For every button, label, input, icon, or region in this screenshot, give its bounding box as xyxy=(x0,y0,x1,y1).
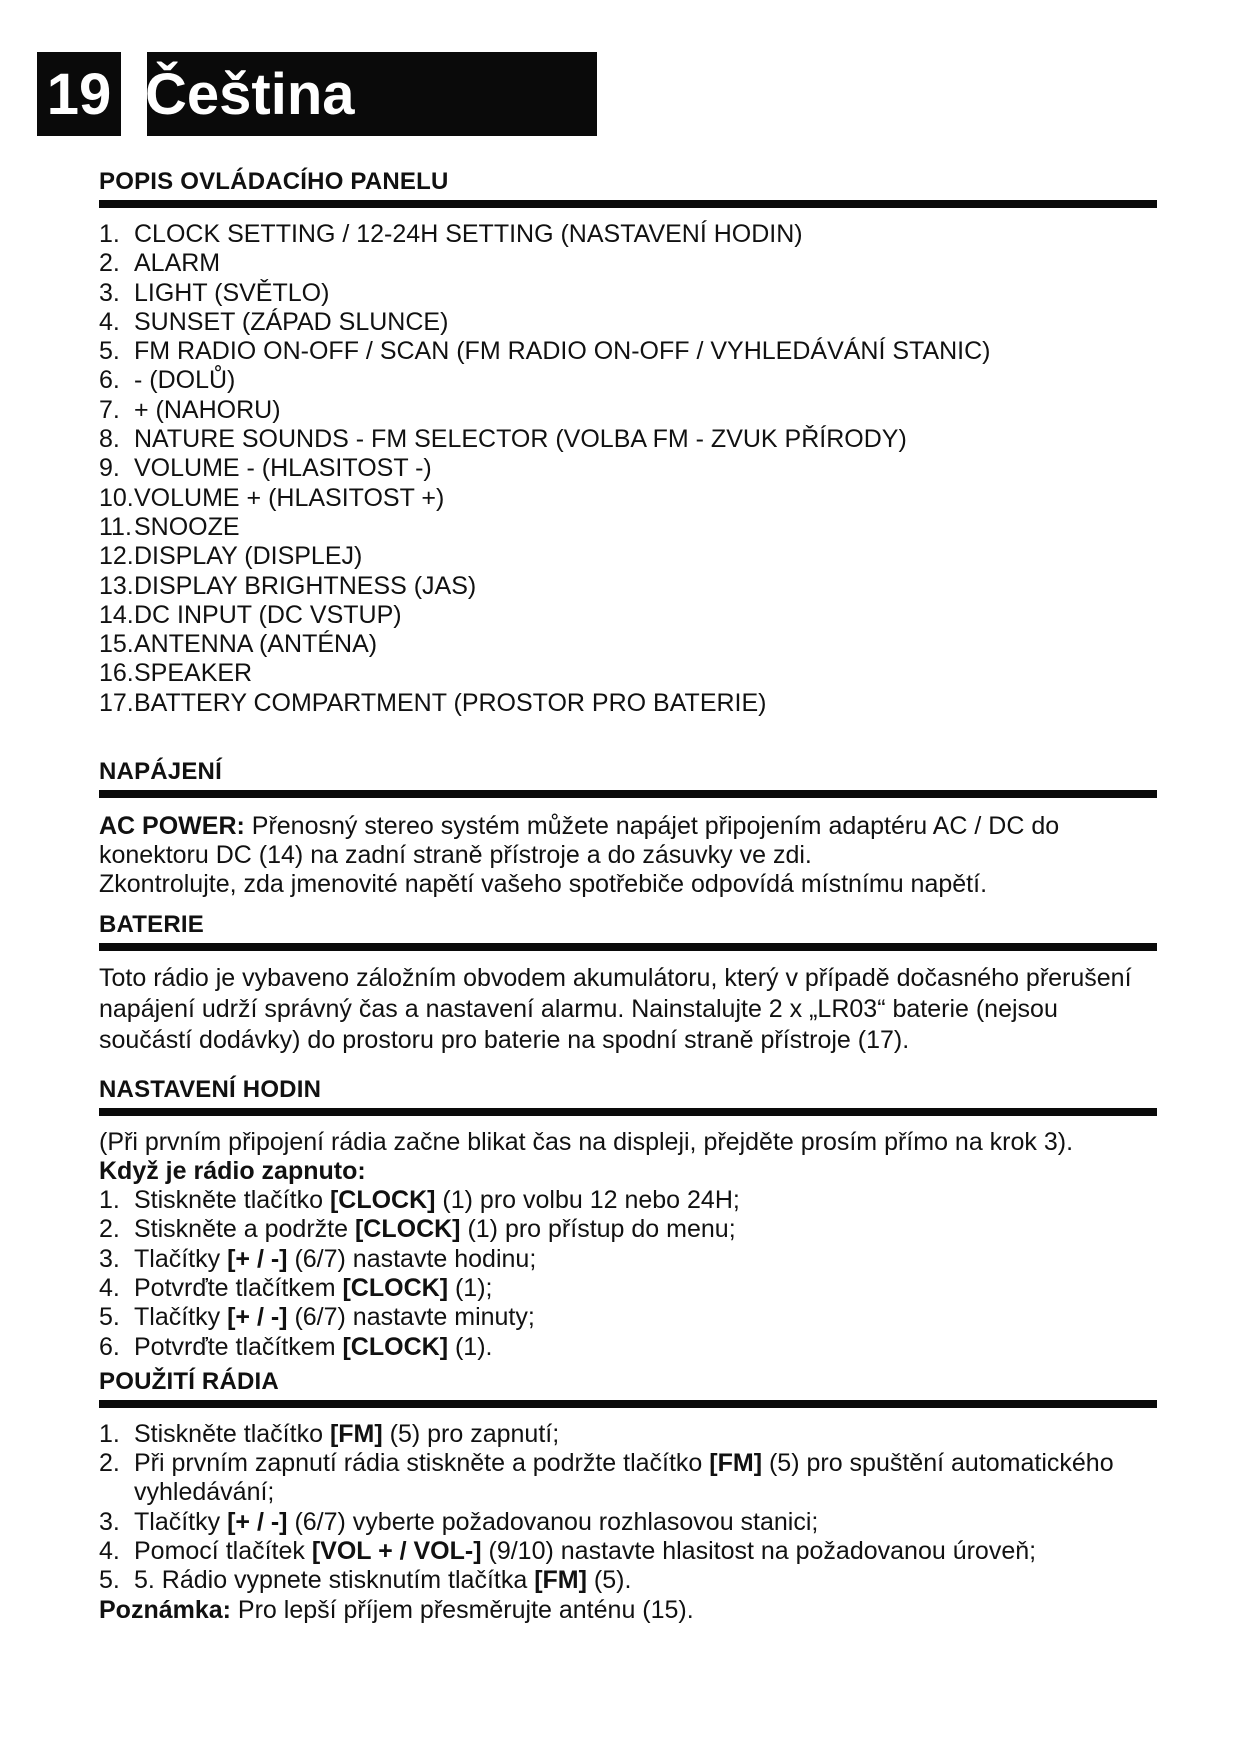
list-item-text: ALARM xyxy=(134,249,221,278)
list-item xyxy=(99,630,1157,659)
step-text xyxy=(134,1245,1157,1274)
section-batteries xyxy=(99,911,1157,1056)
clock-condition-text: Když je rádio zapnuto: xyxy=(99,1157,366,1186)
radio-note xyxy=(99,1596,1157,1625)
list-item-text: VOLUME + (HLASITOST +) xyxy=(134,483,445,512)
step-number: 5. xyxy=(99,1566,120,1595)
list-item xyxy=(99,220,1157,249)
page-number: 19 xyxy=(46,61,112,127)
step-item xyxy=(99,1333,1157,1362)
radio-steps-list xyxy=(99,1420,1157,1596)
list-item-text: SPEAKER xyxy=(134,659,253,688)
note-label: Poznámka: xyxy=(99,1595,231,1624)
step-text xyxy=(134,1449,1157,1508)
list-item xyxy=(99,249,1157,278)
step-item xyxy=(99,1566,1157,1595)
button-reference: [CLOCK] xyxy=(342,1273,449,1302)
step-text-post: (6/7) nastavte hodinu; xyxy=(287,1244,537,1273)
step-text-pre: Potvrďte tlačítkem xyxy=(134,1273,343,1302)
step-number: 2. xyxy=(99,1215,120,1244)
step-text-post: (5) pro spuštění automatického vyhledávání; xyxy=(134,1449,1114,1507)
step-text-pre: Stiskněte tlačítko xyxy=(134,1419,330,1448)
button-reference: [FM] xyxy=(709,1449,763,1478)
button-reference: [CLOCK] xyxy=(354,1215,461,1244)
list-item-text: SUNSET (ZÁPAD SLUNCE) xyxy=(134,307,449,336)
step-number: 3. xyxy=(99,1244,120,1273)
button-reference: [+ / -] xyxy=(227,1507,288,1536)
list-item xyxy=(99,513,1157,542)
step-item xyxy=(99,1215,1157,1244)
battery-paragraph: Toto rádio je vybaveno záložním obvodem akumulátoru, který v případě dočasného přerušení napájení udrží správný čas a nastavení alarmu. Nainstalujte 2 x „LR03“ baterie (nejsou součástí dodávky) do prostoru pro baterie na spodní straně přístroje (17). xyxy=(99,964,1132,1055)
list-item-number: 3. xyxy=(99,278,120,307)
button-reference: [FM] xyxy=(534,1566,587,1595)
list-item xyxy=(99,425,1157,454)
step-text xyxy=(134,1333,1157,1362)
step-text-post: (9/10) nastavte hlasitost na požadovanou úroveň; xyxy=(481,1537,1037,1566)
list-item-number: 14. xyxy=(99,600,134,629)
step-number: 4. xyxy=(99,1537,120,1566)
list-item-text: SNOOZE xyxy=(134,512,240,541)
step-text xyxy=(134,1508,1157,1537)
list-item-number: 7. xyxy=(99,395,120,424)
section-radio-use xyxy=(99,1368,1157,1625)
list-item-text: DC INPUT (DC VSTUP) xyxy=(134,600,402,629)
step-number: 5. xyxy=(99,1303,120,1332)
step-text-pre: Tlačítky xyxy=(134,1244,228,1273)
list-item-text: LIGHT (SVĚTLO) xyxy=(134,278,330,307)
list-item-number: 8. xyxy=(99,425,120,454)
section-power xyxy=(99,758,1157,899)
list-item xyxy=(99,542,1157,571)
step-item xyxy=(99,1420,1157,1449)
list-item xyxy=(99,308,1157,337)
control-panel-list xyxy=(99,220,1157,718)
list-item-number: 2. xyxy=(99,249,120,278)
step-item xyxy=(99,1508,1157,1537)
list-item-number: 13. xyxy=(99,571,134,600)
list-item-number: 10. xyxy=(99,483,134,512)
step-text xyxy=(134,1566,1157,1595)
step-text-pre: Stiskněte tlačítko xyxy=(134,1186,330,1215)
step-text-post: (6/7) nastavte minuty; xyxy=(287,1303,535,1332)
step-number: 1. xyxy=(99,1419,120,1448)
list-item-number: 1. xyxy=(99,220,120,248)
step-text-pre: Tlačítky xyxy=(134,1507,228,1536)
list-item-number: 16. xyxy=(99,659,134,688)
ac-power-text: Přenosný stereo systém můžete napájet připojením adaptéru AC / DC do konektoru DC (14) na zadní straně přístroje a do zásuvky ve zdi. xyxy=(99,812,1060,870)
step-text-post: (1) pro přístup do menu; xyxy=(460,1215,736,1244)
list-item-text: ANTENNA (ANTÉNA) xyxy=(134,630,378,659)
list-item xyxy=(99,396,1157,425)
list-item-number: 11. xyxy=(99,512,132,541)
step-text-pre: Pomocí tlačítek xyxy=(134,1537,312,1566)
section-heading: POPIS OVLÁDACÍHO PANELU xyxy=(99,168,1157,208)
list-item-number: 12. xyxy=(99,542,134,571)
step-text-pre: Stiskněte a podržte xyxy=(134,1215,355,1244)
step-text-pre: Potvrďte tlačítkem xyxy=(134,1332,343,1361)
section-control-panel xyxy=(99,168,1157,718)
step-item xyxy=(99,1303,1157,1332)
list-item xyxy=(99,689,1157,718)
step-item xyxy=(99,1186,1157,1215)
button-reference: [+ / -] xyxy=(227,1244,288,1273)
step-text xyxy=(134,1420,1157,1449)
step-number: 1. xyxy=(99,1186,120,1215)
section-heading: NASTAVENÍ HODIN xyxy=(99,1076,1157,1116)
step-text-pre: Tlačítky xyxy=(134,1303,228,1332)
step-text xyxy=(134,1274,1157,1303)
step-text-post: (5) pro zapnutí; xyxy=(382,1419,560,1448)
step-text-post: (1). xyxy=(448,1332,493,1361)
list-item xyxy=(99,601,1157,630)
clock-steps-list xyxy=(99,1186,1157,1362)
list-item-number: 5. xyxy=(99,337,120,366)
button-reference: [+ / -] xyxy=(227,1303,288,1332)
step-text xyxy=(134,1303,1157,1332)
page-number-badge xyxy=(37,52,121,136)
list-item-text: - (DOLŮ) xyxy=(134,366,236,395)
step-text-pre: Při prvním zapnutí rádia stiskněte a podržte tlačítko xyxy=(134,1449,710,1478)
step-text-post: (5). xyxy=(586,1566,632,1595)
list-item xyxy=(99,572,1157,601)
ac-power-paragraph xyxy=(99,812,1157,870)
button-reference: [VOL + / VOL-] xyxy=(311,1537,482,1566)
list-item-number: 4. xyxy=(99,307,120,336)
button-reference: [CLOCK] xyxy=(329,1186,436,1215)
button-reference: [CLOCK] xyxy=(342,1332,449,1361)
page-title: Čeština xyxy=(145,61,355,127)
section-heading: BATERIE xyxy=(99,911,1157,951)
step-number: 2. xyxy=(99,1449,120,1478)
list-item xyxy=(99,279,1157,308)
step-text-pre: 5. Rádio vypnete stisknutím tlačítka xyxy=(134,1566,535,1595)
step-number: 3. xyxy=(99,1507,120,1536)
list-item xyxy=(99,484,1157,513)
list-item-number: 9. xyxy=(99,454,120,483)
list-item-number: 6. xyxy=(99,366,120,395)
step-text xyxy=(134,1537,1157,1566)
step-text-post: (1); xyxy=(448,1273,493,1302)
step-item xyxy=(99,1245,1157,1274)
list-item xyxy=(99,659,1157,688)
step-item xyxy=(99,1274,1157,1303)
step-text xyxy=(134,1215,1157,1244)
step-text xyxy=(134,1186,1157,1215)
voltage-note: Zkontrolujte, zda jmenovité napětí vašeho spotřebiče odpovídá místnímu napětí. xyxy=(99,870,988,899)
list-item-number: 17. xyxy=(99,688,134,717)
list-item-text: DISPLAY BRIGHTNESS (JAS) xyxy=(134,571,477,600)
list-item-text: + (NAHORU) xyxy=(134,395,281,424)
step-text-post: (1) pro volbu 12 nebo 24H; xyxy=(435,1186,740,1215)
document-body xyxy=(99,168,1157,1625)
list-item-text: BATTERY COMPARTMENT (PROSTOR PRO BATERIE) xyxy=(134,688,767,717)
note-text: Pro lepší příjem přesměrujte anténu (15). xyxy=(230,1595,694,1624)
button-reference: [FM] xyxy=(329,1419,383,1448)
list-item-text: FM RADIO ON-OFF / SCAN (FM RADIO ON-OFF / VYHLEDÁVÁNÍ STANIC) xyxy=(134,337,991,366)
clock-condition xyxy=(99,1157,1157,1186)
ac-power-label: AC POWER: xyxy=(99,812,245,841)
list-item xyxy=(99,454,1157,483)
step-number: 4. xyxy=(99,1273,120,1302)
list-item xyxy=(99,366,1157,395)
list-item-number: 15. xyxy=(99,630,134,659)
list-item-text: DISPLAY (DISPLEJ) xyxy=(134,542,363,571)
list-item-text: CLOCK SETTING / 12-24H SETTING (NASTAVENÍ HODIN) xyxy=(134,220,803,248)
section-heading: POUŽITÍ RÁDIA xyxy=(99,1368,1157,1408)
step-text-post: (6/7) vyberte požadovanou rozhlasovou stanici; xyxy=(287,1507,819,1536)
list-item-text: NATURE SOUNDS - FM SELECTOR (VOLBA FM - ZVUK PŘÍRODY) xyxy=(134,425,907,454)
step-item xyxy=(99,1449,1157,1508)
section-clock-setting xyxy=(99,1076,1157,1362)
step-number: 6. xyxy=(99,1332,120,1361)
section-heading: NAPÁJENÍ xyxy=(99,758,1157,798)
clock-intro: (Při prvním připojení rádia začne blikat čas na displeji, přejděte prosím přímo na krok 3). xyxy=(99,1128,1074,1157)
list-item xyxy=(99,337,1157,366)
language-title-bar xyxy=(147,52,597,136)
list-item-text: VOLUME - (HLASITOST -) xyxy=(134,454,432,483)
step-item xyxy=(99,1537,1157,1566)
